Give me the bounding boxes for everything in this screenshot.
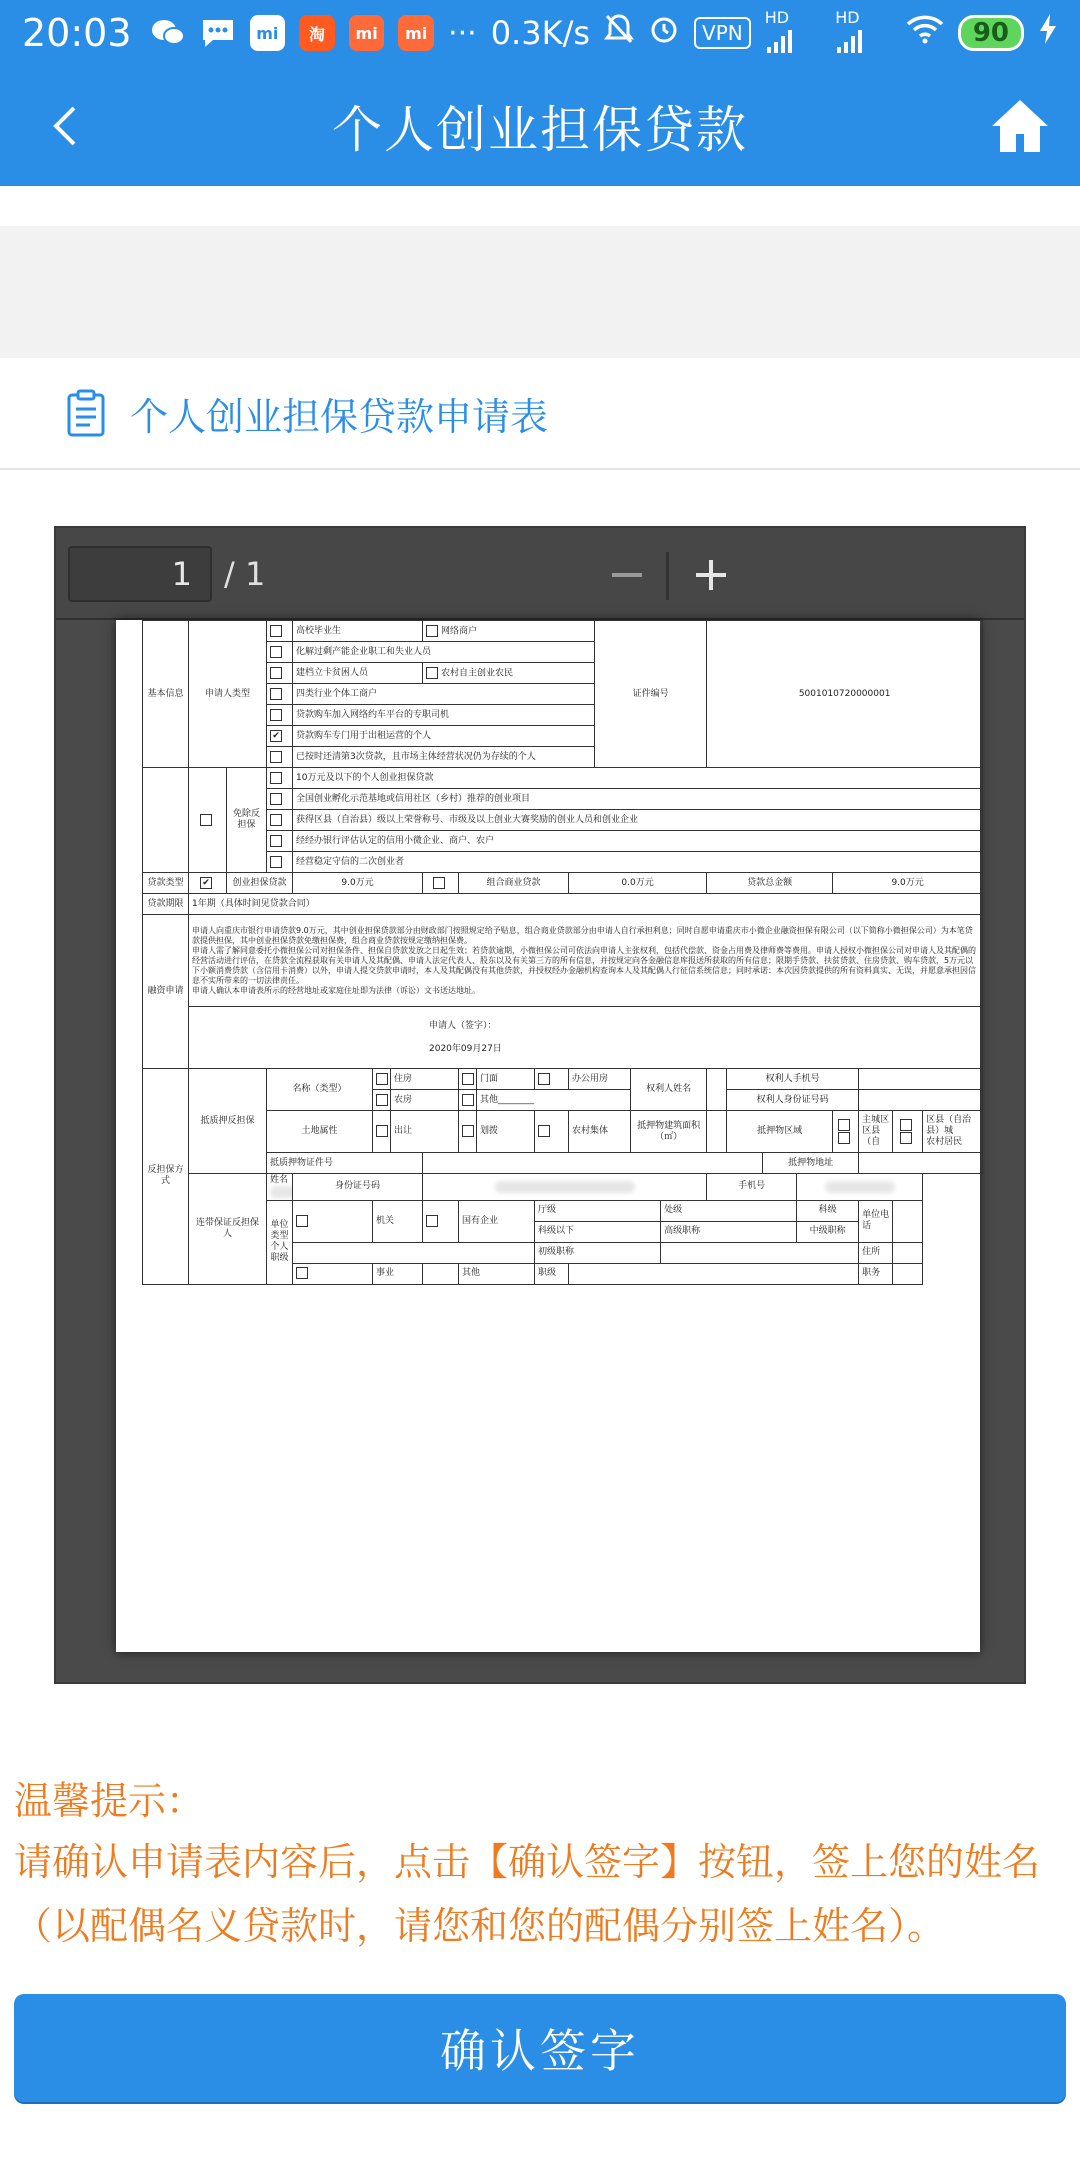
owner-phone-label: 权利人手机号 — [727, 1069, 859, 1090]
residence-label: 住所 — [859, 1242, 893, 1263]
redacted-phone — [797, 1174, 923, 1201]
applicant-type-label: 申请人类型 — [189, 621, 267, 768]
exempt-item: 经经办银行评估认定的信用小微企业、商户、农户 — [293, 831, 983, 852]
redacted-id-value — [495, 1181, 635, 1193]
farm-label: 农房 — [391, 1090, 459, 1111]
house-label: 住房 — [391, 1069, 459, 1090]
junior-label: 初级职称 — [535, 1242, 661, 1263]
minus-icon — [602, 550, 652, 600]
more-icon: ··· — [448, 15, 477, 51]
loan-type-label: 贷款类型 — [143, 873, 189, 894]
cell — [373, 1069, 391, 1090]
pdf-viewer[interactable] — [54, 526, 1026, 1684]
signal-label: HD — [835, 7, 860, 27]
name-type-label: 名称（类型） — [267, 1069, 373, 1111]
checkbox[interactable] — [376, 1073, 388, 1085]
rural-label: 农村集体 — [569, 1111, 631, 1153]
type-label: 农村自主创业农民 — [441, 668, 514, 679]
cell — [859, 1090, 983, 1111]
area-label: 抵押物建筑面积（㎡） — [631, 1111, 707, 1153]
pledge-label: 抵质押反担保 — [189, 1069, 267, 1174]
cell — [893, 1242, 923, 1263]
basic-info-label: 基本信息 — [143, 621, 189, 768]
checkbox[interactable] — [270, 625, 282, 637]
region-label: 抵押物区域 — [727, 1111, 833, 1153]
cell — [833, 1111, 859, 1153]
total-amount: 9.0万元 — [833, 873, 983, 894]
clipboard-icon — [66, 389, 106, 437]
checkbox[interactable] — [538, 1073, 550, 1085]
checkbox[interactable] — [270, 835, 282, 847]
address-label: 抵押物地址 — [763, 1153, 859, 1174]
status-time: 20:03 — [22, 11, 132, 55]
region-cell — [923, 1111, 983, 1153]
cell — [267, 705, 293, 726]
status-right — [491, 8, 1058, 59]
section-title: 个人创业担保贷款申请表 — [130, 394, 549, 439]
signature-label: 申请人（签字）： — [429, 1020, 497, 1031]
pdf-toolbar — [56, 528, 1024, 620]
exempt-item: 全国创业孵化示范基地或信用社区（乡村）推荐的创业项目 — [293, 789, 983, 810]
signature-cell — [189, 1007, 983, 1069]
chevron-left-icon — [38, 96, 98, 156]
type-item: 四类行业个体工商户 — [293, 684, 595, 705]
commercial-amount: 0.0万元 — [569, 873, 707, 894]
counter-guarantee-label: 反担保方式 — [143, 1069, 189, 1285]
cell — [189, 873, 227, 894]
phone-label: 手机号 — [707, 1174, 797, 1201]
pdf-page — [116, 620, 980, 1652]
id-no-label: 身份证号码 — [293, 1174, 423, 1201]
checkbox[interactable] — [270, 646, 282, 658]
section-label: 科级 — [797, 1200, 859, 1221]
cell — [893, 1200, 923, 1242]
type-item: 高校毕业生 — [293, 621, 423, 642]
cell — [423, 1200, 459, 1242]
rural-resident-label: 农村居民 — [926, 1137, 963, 1147]
application-form — [142, 620, 976, 1285]
below-section-label: 科级以下 — [535, 1221, 661, 1242]
type-item-2 — [423, 663, 595, 684]
checkbox[interactable] — [426, 1215, 438, 1227]
cell — [423, 1153, 763, 1174]
cell — [661, 1242, 859, 1263]
cell — [373, 1111, 391, 1153]
zoom-out-button[interactable] — [602, 550, 652, 600]
checkbox[interactable] — [838, 1119, 850, 1131]
finance-p1: 申请人向重庆市银行申请贷款9.0万元，其中创业担保贷款部分由财政部门按照规定给予贴息，组合商业贷款部分由申请人自行承担利息；同时自愿申请重庆市小微企业融资担保有限公司（以下简称小微担保公司）为本笔贷款提供担保，其中创业担保贷款免缴担保费，组合商业贷款按规定缴纳担保费。 — [192, 925, 973, 945]
spacer-band — [0, 226, 1080, 358]
type-item: 已按时还清第3次贷款，且市场主体经营状况仍为存续的个人 — [293, 747, 595, 768]
owner-id-label: 权利人身份证号码 — [727, 1090, 859, 1111]
senior-label: 高级职称 — [661, 1221, 797, 1242]
cell — [459, 1069, 477, 1090]
tip-title: 温馨提示： — [14, 1779, 205, 1823]
organ-label: 机关 — [373, 1200, 423, 1242]
wechat-icon — [150, 17, 186, 49]
checkbox[interactable] — [270, 793, 282, 805]
sign-date: 2020年09月27日 — [429, 1043, 502, 1054]
cell — [893, 1263, 923, 1284]
checkbox[interactable] — [838, 1132, 850, 1144]
app-header — [0, 66, 1080, 186]
page-number-input[interactable]: 1 — [68, 546, 212, 602]
cell — [267, 810, 293, 831]
county-label: 区县（自治县）城 — [926, 1115, 972, 1136]
finance-paragraphs — [189, 915, 983, 1007]
type-label: 网络商户 — [441, 626, 478, 637]
alarm-icon — [648, 13, 680, 53]
home-button[interactable] — [988, 94, 1052, 158]
cell — [707, 1069, 727, 1111]
type-item: 建档立卡贫困人员 — [293, 663, 423, 684]
cell — [267, 726, 293, 747]
transfer-label: 出让 — [391, 1111, 459, 1153]
taobao-icon: 淘 — [299, 15, 335, 51]
checkbox[interactable] — [900, 1119, 912, 1131]
checkbox[interactable] — [270, 688, 282, 700]
checkbox[interactable] — [900, 1132, 912, 1144]
type-item: 化解过剩产能企业职工和失业人员 — [293, 642, 595, 663]
network-speed: 0.3K/s — [490, 14, 591, 52]
cell — [267, 684, 293, 705]
page-title: 个人创业担保贷款 — [332, 101, 748, 159]
zoom-separator — [666, 552, 669, 600]
battery-indicator: 90 — [958, 15, 1024, 51]
mi-store-icon: mi — [398, 15, 434, 51]
message-icon — [200, 17, 236, 49]
id-value: 5001010720000001 — [707, 621, 983, 768]
region-cell — [859, 1111, 893, 1153]
vpn-badge: VPN — [694, 17, 751, 49]
type-item: 贷款购车专门用于出租运营的个人 — [293, 726, 595, 747]
cell — [293, 1263, 373, 1284]
checkbox[interactable] — [376, 1094, 388, 1106]
soe-label: 国有企业 — [459, 1200, 535, 1242]
term-value: 1年期（具体时间见贷款合同） — [189, 894, 983, 915]
checkbox[interactable] — [296, 1215, 308, 1227]
cell — [267, 663, 293, 684]
finance-p3: 申请人确认本申请表所示的经营地址或家庭住址即为法律（诉讼）文书送达地址。 — [192, 985, 480, 995]
district-label: 区县（自 — [862, 1126, 881, 1147]
signal-icon — [765, 8, 822, 59]
middle-label: 中级职称 — [797, 1221, 859, 1242]
redacted-phone-value — [825, 1181, 895, 1193]
hall-label: 厅级 — [535, 1200, 661, 1221]
checkbox[interactable] — [270, 751, 282, 763]
cell — [859, 1153, 983, 1174]
checkbox[interactable] — [426, 625, 438, 637]
cell — [143, 768, 189, 873]
exempt-item: 获得区县（自治县）级以上荣誉称号、市级及以上创业大赛奖励的创业人员和创业企业 — [293, 810, 983, 831]
cell — [293, 1242, 535, 1263]
mute-icon — [604, 13, 634, 53]
institution-label: 事业 — [373, 1263, 423, 1284]
cell — [267, 642, 293, 663]
cell — [459, 1111, 477, 1153]
cell — [373, 1090, 391, 1111]
cert-no-label: 抵质押物证件号 — [267, 1153, 423, 1174]
unit-type-label: 单位类型个人职级 — [267, 1200, 293, 1284]
confirm-sign-button[interactable]: 确认签字 — [14, 1994, 1066, 2102]
cell — [267, 789, 293, 810]
form-title-row — [0, 358, 1080, 470]
dept-label: 处级 — [661, 1200, 797, 1221]
checkbox[interactable] — [270, 709, 282, 721]
checkbox-checked[interactable]: ✔ — [270, 730, 282, 742]
checkbox[interactable] — [200, 814, 212, 826]
land-attr-label: 土地属性 — [267, 1111, 373, 1153]
guarantee-amount: 9.0万元 — [293, 873, 423, 894]
home-icon — [988, 94, 1052, 158]
allocate-label: 划拨 — [477, 1111, 535, 1153]
cell — [859, 1069, 983, 1090]
type-item: 贷款购车加入网络约车平台的专职司机 — [293, 705, 595, 726]
tip-body: 请确认申请表内容后，点击【确认签字】按钮，签上您的姓名（以配偶名义贷款时，请您和您的配偶分别签上姓名）。 — [14, 1840, 1041, 1948]
exempt-item: 10万元及以下的个人创业担保贷款 — [293, 768, 983, 789]
checkbox[interactable] — [270, 667, 282, 679]
cell — [189, 768, 227, 873]
job-label: 职务 — [859, 1263, 893, 1284]
cell — [893, 1111, 923, 1153]
cell — [423, 873, 459, 894]
finance-p2: 申请人需了解同意委托小微担保公司对担保条件、担保自贷款发放之日起生效；若贷款逾期，小微担保公司可依法向申请人主张权利，包括代偿款、资金占用费及律师费等费用。申请人授权小微担保公司对申请人及其配偶的经营活动进行评估，在贷款全流程获取有关申请人及其配偶、申请人法定代表人、股东以及有关第三方的所有信息，并按规定向各金融信息库报送所获取的所有信息；限期手贷款、扶贫贷款、住房贷款、购车贷款，5万元以下小额消费贷款（含信用卡消费）以外，申请人提交贷款申请时，本人及其配偶没有其他贷款，并授权经办金融机构查询本人及其配偶人行征信系统信息；同时承诺：本次因贷款提供的所有资料真实、无误，并愿意承担因信息不实所带来的一切法律责任。 — [192, 945, 976, 985]
checkbox[interactable] — [462, 1094, 474, 1106]
cell — [267, 852, 293, 873]
cell — [267, 831, 293, 852]
office-label: 办公用房 — [569, 1069, 631, 1090]
redacted-id — [423, 1174, 707, 1201]
back-button[interactable] — [38, 96, 98, 156]
checkbox[interactable] — [270, 772, 282, 784]
id-label: 证件编号 — [595, 621, 707, 768]
form-table — [142, 620, 983, 1285]
commercial-loan-label: 组合商业贷款 — [459, 873, 569, 894]
cell — [459, 1090, 477, 1111]
checkbox-checked[interactable]: ✔ — [200, 877, 212, 889]
mi-icon: mi — [250, 15, 286, 51]
checkbox[interactable] — [462, 1073, 474, 1085]
exempt-label: 免除反担保 — [227, 768, 267, 873]
guarantee-loan-label: 创业担保贷款 — [227, 873, 293, 894]
charging-icon — [1038, 13, 1058, 53]
checkbox[interactable] — [376, 1125, 388, 1137]
cell — [423, 1263, 459, 1284]
cell — [535, 1069, 569, 1090]
other-label: 其他________ — [477, 1090, 631, 1111]
status-bar — [0, 0, 1080, 66]
cell — [267, 747, 293, 768]
signal-icon — [835, 8, 892, 59]
checkbox[interactable] — [270, 814, 282, 826]
finance-label: 融资申请 — [143, 915, 189, 1069]
type-item-2 — [423, 621, 595, 642]
total-amount-label: 贷款总金额 — [707, 873, 833, 894]
main-city-label: 主城区 — [862, 1115, 890, 1125]
cell — [569, 1263, 859, 1284]
unit-phone-label: 单位电话 — [859, 1200, 893, 1242]
wifi-icon — [906, 14, 944, 52]
plus-icon — [686, 550, 736, 600]
checkbox[interactable] — [462, 1125, 474, 1137]
owner-name-label: 权利人姓名 — [631, 1069, 707, 1111]
cell — [707, 1111, 727, 1153]
cell — [293, 1200, 373, 1242]
mi-store-icon: mi — [349, 15, 385, 51]
checkbox[interactable] — [426, 667, 438, 679]
page-total: / 1 — [224, 555, 266, 593]
cell — [267, 621, 293, 642]
cell — [535, 1111, 569, 1153]
other2-label: 其他 — [459, 1263, 535, 1284]
checkbox[interactable] — [296, 1267, 308, 1279]
checkbox[interactable] — [433, 877, 445, 889]
zoom-in-button[interactable] — [686, 550, 736, 600]
joint-guarantee-label: 连带保证反担保人 — [189, 1174, 267, 1285]
name-text: 姓名 — [270, 1175, 289, 1185]
signal-label: HD — [764, 7, 790, 27]
term-label: 贷款期限 — [143, 894, 189, 915]
position-label: 职级 — [535, 1263, 569, 1284]
redacted-name — [270, 1186, 293, 1198]
exempt-item: 经营稳定守信的二次创业者 — [293, 852, 983, 873]
checkbox[interactable] — [538, 1125, 550, 1137]
cell — [267, 768, 293, 789]
name-label — [267, 1174, 293, 1201]
shop-label: 门面 — [477, 1069, 535, 1090]
checkbox[interactable] — [270, 856, 282, 868]
